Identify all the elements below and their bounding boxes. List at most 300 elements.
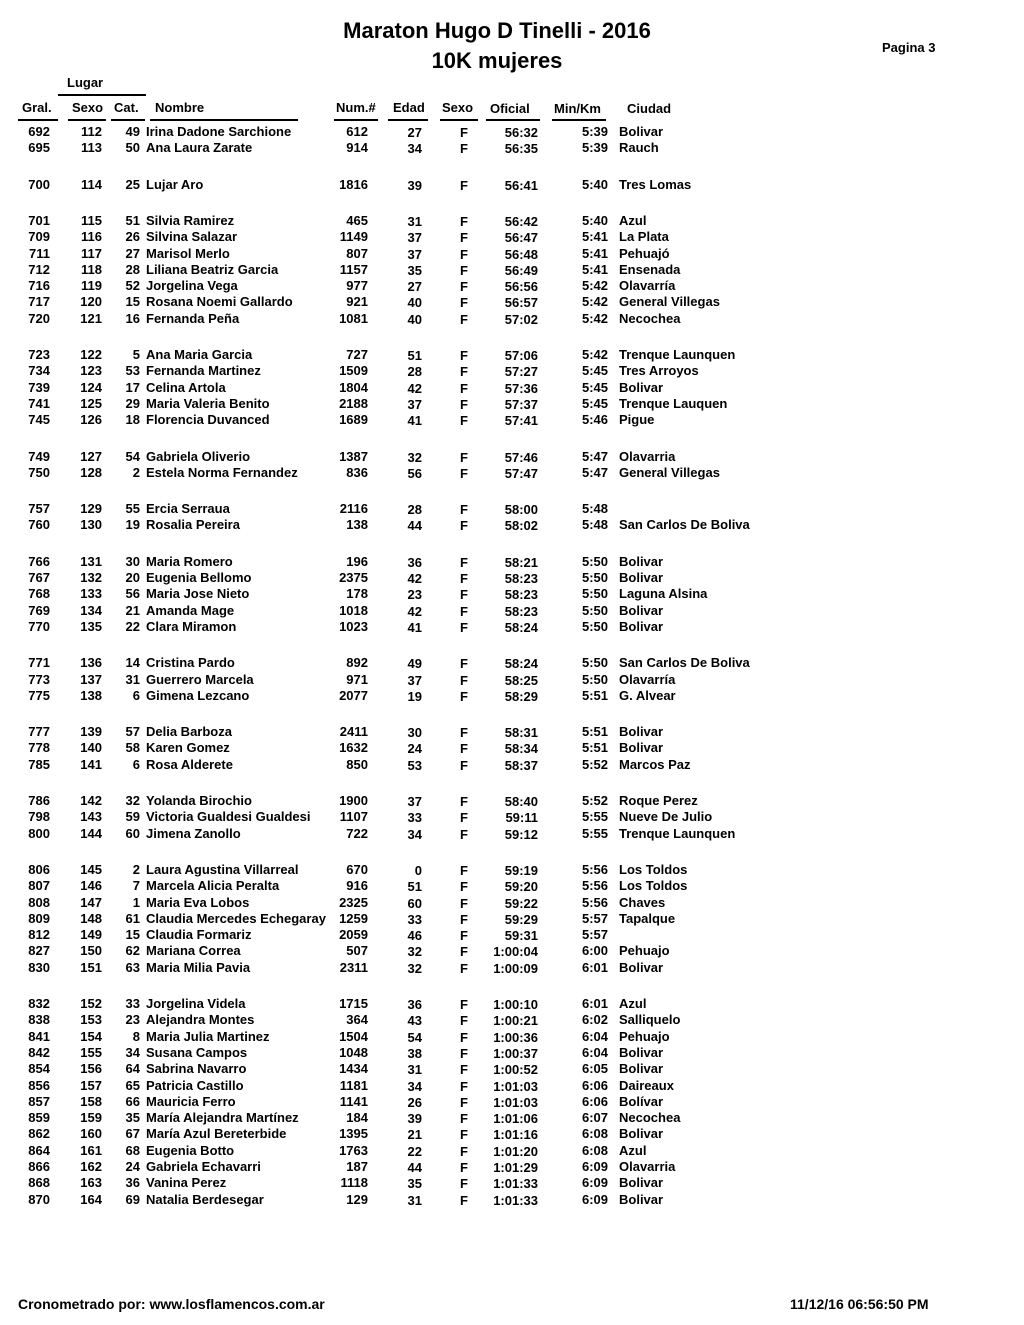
age-cell: 32 [407, 960, 422, 976]
city-cell: Bolivar [619, 124, 664, 139]
bib-number-cell: 1081 [339, 310, 368, 326]
table-row [0, 895, 1024, 911]
age-cell: 39 [407, 177, 422, 193]
name-cell: Amanda Mage [146, 602, 235, 618]
sexo-place-cell: 146 [80, 878, 102, 894]
sex-cell: F [460, 587, 468, 603]
col-header-minkm: Min/Km [554, 101, 601, 116]
city-cell: Bolivar [619, 1126, 664, 1142]
sexo-place-cell: 157 [80, 1077, 102, 1093]
cat-place-cell: 55 [125, 501, 140, 517]
table-row [0, 1045, 1024, 1061]
bib-number-cell: 1259 [339, 910, 368, 926]
age-cell: 33 [407, 810, 422, 826]
name-cell: Eugenia Botto [146, 1142, 235, 1158]
official-time-cell: 1:01:20 [493, 1143, 538, 1159]
sexo-place-cell: 148 [80, 910, 102, 926]
official-time-cell: 57:47 [504, 465, 538, 481]
sex-cell: F [460, 380, 468, 396]
bib-number-cell: 836 [346, 464, 368, 480]
bib-number-cell: 2411 [339, 724, 368, 740]
name-cell: Silvina Salazar [146, 229, 238, 245]
name-cell: Marcela Alicia Peralta [146, 878, 280, 894]
footer-credit: Cronometrado por: www.losflamencos.com.ar [18, 1296, 325, 1312]
gral-cell: 862 [28, 1126, 50, 1142]
bib-number-cell: 850 [346, 756, 368, 772]
gral-cell: 800 [28, 825, 50, 841]
cat-place-cell: 30 [125, 553, 140, 569]
age-cell: 60 [407, 895, 422, 911]
name-cell: Marisol Merlo [146, 245, 230, 261]
gral-cell: 856 [28, 1077, 50, 1093]
sexo-place-cell: 139 [80, 724, 102, 740]
table-row [0, 124, 1024, 140]
official-time-cell: 59:19 [504, 862, 538, 878]
sexo-place-cell: 155 [80, 1044, 102, 1060]
gral-cell: 760 [28, 517, 50, 533]
gral-cell: 716 [28, 278, 50, 294]
name-cell: Natalia Berdesegar [146, 1191, 264, 1207]
official-time-cell: 58:40 [504, 794, 538, 809]
table-row [0, 1094, 1024, 1110]
age-cell: 42 [407, 571, 422, 586]
cat-place-cell: 26 [125, 229, 140, 245]
cat-place-cell: 15 [125, 294, 140, 310]
cat-place-cell: 69 [125, 1191, 140, 1207]
cat-place-cell: 21 [125, 602, 140, 618]
pace-cell: 6:09 [581, 1159, 608, 1174]
cat-place-cell: 15 [125, 927, 140, 943]
bib-number-cell: 2188 [339, 395, 368, 411]
official-time-cell: 56:49 [504, 262, 538, 278]
pace-cell: 6:06 [581, 1093, 608, 1109]
sex-cell: F [460, 262, 468, 278]
name-cell: Ana Laura Zarate [146, 140, 253, 156]
age-cell: 27 [407, 279, 422, 295]
sex-cell: F [460, 619, 468, 635]
age-cell: 32 [407, 944, 422, 960]
city-cell: Tres Arroyos [619, 363, 699, 379]
city-cell: Azul [619, 1142, 647, 1158]
page-number: Pagina 3 [882, 40, 936, 55]
official-time-cell: 58:34 [504, 741, 538, 757]
city-cell: Pigue [619, 412, 655, 428]
gral-cell: 750 [28, 464, 50, 480]
name-cell: Maria Jose Nieto [146, 586, 250, 602]
lugar-underline [58, 94, 146, 96]
pace-cell: 5:41 [581, 245, 608, 261]
cat-place-cell: 67 [125, 1126, 140, 1142]
name-cell: Eugenia Bellomo [146, 570, 252, 585]
sexo-underline [68, 119, 106, 121]
name-cell: Gabriela Echavarri [146, 1159, 261, 1174]
name-cell: Clara Miramon [146, 618, 237, 634]
table-row [0, 1143, 1024, 1159]
cat-place-cell: 1 [132, 894, 140, 910]
sex-cell: F [460, 672, 468, 688]
city-cell: G. Alvear [619, 687, 676, 703]
table-row [0, 412, 1024, 428]
table-row [0, 603, 1024, 619]
city-cell: Roque Perez [619, 793, 698, 808]
name-cell: Rosana Noemi Gallardo [146, 294, 293, 310]
age-cell: 40 [407, 295, 422, 311]
pace-cell: 5:52 [581, 756, 608, 772]
cat-place-cell: 58 [125, 740, 140, 756]
official-time-cell: 56:48 [504, 246, 538, 262]
city-cell: Trenque Launquen [619, 347, 736, 362]
gral-cell: 766 [28, 553, 50, 569]
cat-place-cell: 57 [125, 724, 140, 740]
table-row [0, 757, 1024, 773]
pace-cell: 5:41 [581, 261, 608, 277]
city-cell: Bolivar [619, 1175, 664, 1191]
sex-cell: F [460, 413, 468, 429]
sexo2-underline [440, 119, 478, 121]
official-time-cell: 59:31 [504, 928, 538, 944]
pace-cell: 6:08 [581, 1126, 608, 1142]
sexo-place-cell: 116 [81, 229, 102, 245]
city-cell: Bolivar [619, 724, 664, 740]
bib-number-cell: 1141 [339, 1093, 368, 1109]
gral-cell: 812 [28, 927, 50, 943]
age-cell: 35 [407, 1176, 422, 1192]
official-time-cell: 1:01:33 [493, 1192, 538, 1208]
gral-cell: 806 [28, 861, 50, 877]
bib-number-cell: 1689 [339, 412, 368, 428]
gral-cell: 692 [28, 124, 50, 139]
cat-place-cell: 53 [125, 363, 140, 379]
sexo-place-cell: 160 [80, 1126, 102, 1142]
name-cell: María Alejandra Martínez [146, 1110, 299, 1126]
table-row [0, 740, 1024, 756]
bib-number-cell: 722 [346, 825, 368, 841]
sexo-place-cell: 147 [80, 894, 102, 910]
city-cell: Bolivar [619, 618, 664, 634]
official-time-cell: 58:02 [504, 518, 538, 534]
pace-cell: 5:56 [581, 861, 608, 877]
city-cell: Tres Lomas [619, 176, 692, 192]
gral-cell: 838 [28, 1012, 50, 1028]
city-cell: Bolivar [619, 602, 664, 618]
sexo-place-cell: 134 [80, 602, 102, 618]
name-cell: Mauricia Ferro [146, 1093, 236, 1109]
city-cell: Olavarría [619, 671, 676, 687]
official-time-cell: 59:29 [504, 911, 538, 927]
sex-cell: F [460, 1192, 468, 1208]
sex-cell: F [460, 1062, 468, 1078]
gral-cell: 768 [28, 586, 50, 602]
sexo-place-cell: 124 [80, 379, 102, 395]
age-cell: 39 [407, 1111, 422, 1127]
city-cell: Necochea [619, 310, 681, 326]
gral-cell: 808 [28, 894, 50, 910]
official-time-cell: 56:35 [504, 141, 538, 157]
table-row [0, 262, 1024, 278]
official-time-cell: 56:41 [504, 177, 538, 193]
sexo-place-cell: 144 [80, 825, 102, 841]
city-cell: Olavarría [619, 278, 676, 294]
sexo-place-cell: 138 [80, 687, 102, 703]
cat-place-cell: 62 [125, 943, 140, 959]
gral-cell: 775 [28, 687, 50, 703]
bib-number-cell: 892 [346, 655, 368, 671]
table-row [0, 1175, 1024, 1191]
name-cell: Silvia Ramirez [146, 212, 235, 228]
pace-cell: 5:41 [581, 229, 608, 245]
pace-cell: 5:50 [581, 602, 608, 618]
table-row [0, 1110, 1024, 1126]
gral-cell: 700 [28, 176, 50, 192]
sexo-place-cell: 133 [80, 586, 102, 602]
cat-place-cell: 52 [125, 278, 140, 294]
city-cell: Bolivar [619, 553, 664, 569]
table-row [0, 1029, 1024, 1045]
pace-cell: 5:42 [581, 294, 608, 310]
pace-cell: 5:51 [581, 740, 608, 756]
gral-cell: 864 [28, 1142, 50, 1158]
bib-number-cell: 977 [346, 278, 368, 294]
table-row [0, 724, 1024, 740]
bib-number-cell: 1504 [339, 1028, 368, 1044]
age-cell: 51 [407, 348, 422, 363]
bib-number-cell: 507 [346, 943, 368, 959]
pace-cell: 5:45 [581, 379, 608, 395]
age-cell: 37 [407, 396, 422, 412]
table-row [0, 449, 1024, 465]
sexo-place-cell: 135 [80, 618, 102, 634]
sex-cell: F [460, 1111, 468, 1127]
cat-place-cell: 66 [125, 1093, 140, 1109]
pace-cell: 5:42 [581, 278, 608, 294]
official-time-cell: 59:20 [504, 879, 538, 895]
age-cell: 31 [407, 213, 422, 229]
bib-number-cell: 1804 [339, 379, 368, 395]
bib-number-cell: 1900 [339, 793, 368, 808]
pace-cell: 6:09 [581, 1191, 608, 1207]
cat-place-cell: 16 [125, 310, 140, 326]
name-cell: Liliana Beatriz Garcia [146, 261, 279, 277]
name-cell: Susana Campos [146, 1044, 248, 1060]
city-cell: Bolivar [619, 959, 664, 975]
sex-cell: F [460, 295, 468, 311]
age-cell: 22 [407, 1143, 422, 1159]
sex-cell: F [460, 125, 468, 140]
sexo-place-cell: 130 [80, 517, 102, 533]
pace-cell: 6:05 [581, 1061, 608, 1077]
pace-cell: 5:46 [581, 412, 608, 428]
gral-cell: 720 [28, 310, 50, 326]
official-time-cell: 1:00:04 [493, 944, 538, 960]
name-cell: Rosalia Pereira [146, 517, 240, 533]
gral-underline [18, 119, 58, 121]
table-row [0, 943, 1024, 959]
official-time-cell: 58:31 [504, 725, 538, 741]
city-cell: San Carlos De Boliva [619, 655, 750, 671]
gral-cell: 786 [28, 793, 50, 808]
name-cell: Estela Norma Fernandez [146, 464, 298, 480]
sex-cell: F [460, 502, 468, 518]
sexo-place-cell: 118 [81, 261, 102, 277]
gral-cell: 741 [28, 395, 50, 411]
age-cell: 42 [407, 603, 422, 619]
pace-cell: 6:02 [581, 1012, 608, 1028]
city-cell: Bolivar [619, 740, 664, 756]
bib-number-cell: 1048 [339, 1044, 368, 1060]
sexo-place-cell: 113 [81, 140, 102, 156]
sexo-place-cell: 129 [80, 501, 102, 517]
age-cell: 34 [407, 826, 422, 842]
pace-cell: 5:47 [581, 448, 608, 464]
name-cell: Florencia Duvanced [146, 412, 270, 428]
age-cell: 53 [407, 757, 422, 773]
cat-place-cell: 8 [132, 1028, 140, 1044]
table-row [0, 465, 1024, 481]
table-row [0, 294, 1024, 310]
pace-cell: 5:48 [581, 501, 608, 517]
bib-number-cell: 916 [346, 878, 368, 894]
sex-cell: F [460, 396, 468, 412]
pace-cell: 5:55 [581, 825, 608, 841]
cat-place-cell: 33 [125, 996, 140, 1011]
cat-place-cell: 23 [125, 1012, 140, 1028]
pace-cell: 5:51 [581, 687, 608, 703]
gral-cell: 854 [28, 1061, 50, 1077]
name-cell: Claudia Mercedes Echegaray [146, 910, 326, 926]
sexo-place-cell: 141 [80, 756, 102, 772]
table-row [0, 517, 1024, 533]
sexo-place-cell: 140 [80, 740, 102, 756]
official-time-cell: 1:00:52 [493, 1062, 538, 1078]
city-cell: Chaves [619, 894, 666, 910]
table-row [0, 1012, 1024, 1028]
official-time-cell: 1:01:03 [493, 1094, 538, 1110]
sex-cell: F [460, 279, 468, 295]
pace-cell: 5:42 [581, 347, 608, 362]
name-cell: Yolanda Birochio [146, 793, 252, 808]
age-cell: 42 [407, 380, 422, 396]
age-cell: 19 [407, 688, 422, 704]
cat-place-cell: 25 [125, 176, 140, 192]
name-cell: Delia Barboza [146, 724, 232, 740]
name-cell: Celina Artola [146, 379, 226, 395]
city-cell: San Carlos De Boliva [619, 517, 750, 533]
sexo-place-cell: 123 [80, 363, 102, 379]
sexo-place-cell: 137 [80, 671, 102, 687]
cat-place-cell: 28 [125, 261, 140, 277]
age-cell: 54 [407, 1029, 422, 1045]
table-row [0, 363, 1024, 379]
official-time-cell: 1:01:29 [493, 1160, 538, 1175]
sex-cell: F [460, 757, 468, 773]
gral-cell: 807 [28, 878, 50, 894]
official-time-cell: 58:24 [504, 619, 538, 635]
name-cell: Jimena Zanollo [146, 825, 241, 841]
city-cell: Bolívar [619, 1093, 664, 1109]
age-cell: 44 [407, 518, 422, 534]
sexo-place-cell: 161 [80, 1142, 102, 1158]
gral-cell: 749 [28, 448, 50, 464]
official-time-cell: 58:23 [504, 587, 538, 603]
age-cell: 51 [407, 879, 422, 895]
sexo-place-cell: 114 [81, 176, 102, 192]
sex-cell: F [460, 1143, 468, 1159]
nombre-underline [150, 119, 298, 121]
pace-cell: 5:39 [581, 124, 608, 139]
cat-place-cell: 31 [125, 671, 140, 687]
cat-place-cell: 32 [125, 793, 140, 808]
gral-cell: 859 [28, 1110, 50, 1126]
name-cell: Jorgelina Videla [146, 996, 246, 1011]
age-cell: 37 [407, 230, 422, 246]
official-time-cell: 1:00:09 [493, 960, 538, 976]
age-cell: 33 [407, 911, 422, 927]
col-header-sexo: Sexo [72, 100, 104, 115]
cat-underline [111, 119, 145, 121]
age-cell: 34 [407, 1078, 422, 1094]
age-cell: 40 [407, 311, 422, 327]
bib-number-cell: 727 [346, 347, 368, 362]
age-cell: 43 [407, 1013, 422, 1029]
cat-place-cell: 6 [132, 756, 140, 772]
table-row [0, 1126, 1024, 1142]
sexo-place-cell: 164 [80, 1191, 102, 1207]
name-cell: Lujar Aro [146, 176, 204, 192]
official-time-cell: 57:06 [504, 348, 538, 363]
table-row [0, 311, 1024, 327]
age-cell: 24 [407, 741, 422, 757]
bib-number-cell: 1434 [339, 1061, 368, 1077]
bib-number-cell: 1107 [339, 809, 368, 825]
pace-cell: 6:00 [581, 943, 608, 959]
sex-cell: F [460, 465, 468, 481]
official-time-cell: 1:00:36 [493, 1029, 538, 1045]
page-title: Maraton Hugo D Tinelli - 2016 [343, 18, 651, 43]
bib-number-cell: 178 [346, 586, 368, 602]
sex-cell: F [460, 810, 468, 826]
table-row [0, 586, 1024, 602]
official-time-cell: 57:36 [504, 380, 538, 396]
cat-place-cell: 34 [125, 1044, 140, 1060]
sexo-place-cell: 112 [81, 124, 102, 139]
bib-number-cell: 914 [346, 140, 368, 156]
gral-cell: 734 [28, 363, 50, 379]
sexo-place-cell: 145 [80, 861, 102, 877]
city-cell: General Villegas [619, 294, 720, 310]
gral-cell: 841 [28, 1028, 50, 1044]
pace-cell: 5:50 [581, 586, 608, 602]
sexo-place-cell: 143 [80, 809, 102, 825]
city-cell: Los Toldos [619, 861, 688, 877]
sex-cell: F [460, 960, 468, 976]
bib-number-cell: 1509 [339, 363, 368, 379]
sexo-place-cell: 117 [81, 245, 102, 261]
table-row [0, 655, 1024, 671]
sex-cell: F [460, 911, 468, 927]
sex-cell: F [460, 554, 468, 570]
official-time-cell: 57:37 [504, 396, 538, 412]
table-row [0, 996, 1024, 1012]
city-cell: Marcos Paz [619, 756, 691, 772]
pace-cell: 5:52 [581, 793, 608, 808]
cat-place-cell: 65 [125, 1077, 140, 1093]
sexo-place-cell: 120 [80, 294, 102, 310]
pace-cell: 5:48 [581, 517, 608, 533]
sexo-place-cell: 119 [81, 278, 102, 294]
table-row [0, 347, 1024, 363]
table-row [0, 826, 1024, 842]
pace-cell: 5:56 [581, 878, 608, 894]
